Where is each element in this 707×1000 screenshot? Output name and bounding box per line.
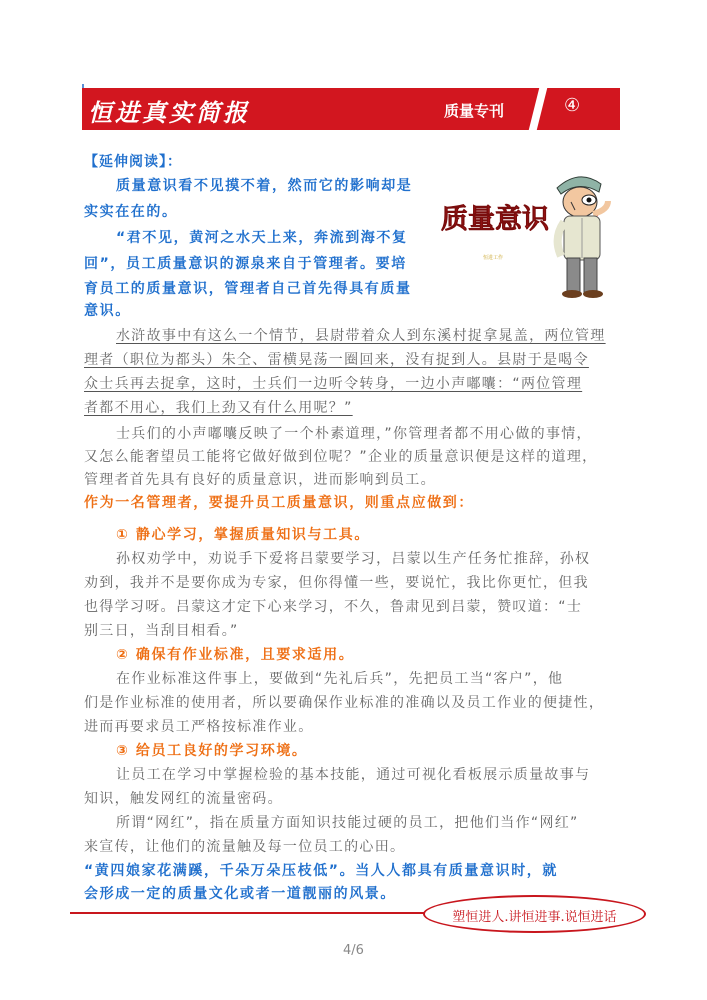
body-line-26: 让员工在学习中掌握检验的基本技能，通过可视化看板展示质量故事与 (116, 767, 591, 783)
extended-reading-heading: 【延伸阅读】： (84, 154, 182, 170)
body-line-3: 实实在在的。 (84, 204, 178, 220)
footer-divider (70, 912, 440, 914)
body-line-9: 理者（职位为都头）朱仝、雷横晃荡一圈回来，没有捉到人。县尉于是喝令 (84, 352, 589, 368)
body-line-13: 又怎么能奢望员工能将它做好做到位呢？”企业的质量意识便是这样的道理， (84, 449, 598, 465)
issue-number: ④ (564, 95, 581, 116)
point-2-heading: ② 确保有作业标准，且要求适用。 (116, 647, 355, 663)
body-line-4: “君不见，黄河之水天上来，奔流到海不复 (116, 230, 408, 246)
slogan-text: 塑恒进人.讲恒进事.说恒进话 (452, 910, 617, 925)
cartoon-man-icon (557, 177, 608, 298)
illustration-caption: 质量意识 (441, 204, 549, 235)
body-line-17: 孙权劝学中，劝说手下爱将吕蒙要学习，吕蒙以生产任务忙推辞，孙权 (116, 551, 591, 567)
body-line-22: 在作业标准这件事上，要做到“先礼后兵”，先把员工当“客户”，他 (116, 671, 564, 687)
body-line-12: 士兵们的小声嘟囔反映了一个朴素道理，”你管理者都不用心做的事情， (116, 426, 592, 442)
body-line-18: 劝到，我并不是要你成为专家，但你得懂一些，要说忙，我比你更忙，但我 (84, 575, 589, 591)
body-line-14: 管理者首先具有良好的质量意识，进而影响到员工。 (84, 472, 436, 488)
body-line-28: 所谓“网红”，指在质量方面知识技能过硬的员工，把他们当作“网红” (116, 815, 579, 831)
body-line-6: 育员工的质量意识，管理者自己首先得具有质量 (84, 281, 412, 297)
point-3-heading: ③ 给员工良好的学习环境。 (116, 743, 308, 759)
body-line-20: 别三日，当刮目相看。” (84, 623, 239, 639)
body-line-23: 们是作业标准的使用者，所以要确保作业标准的准确以及员工作业的便捷性， (84, 695, 605, 711)
cartoon-figure-image (433, 166, 618, 301)
banner-divider (527, 82, 548, 136)
page-number: 4/6 (343, 943, 364, 958)
header-banner (82, 88, 620, 130)
body-line-5: 回”，员工质量意识的源泉来自于管理者。要培 (84, 256, 407, 272)
body-line-19: 也得学习呀。吕蒙这才定下心来学习，不久，鲁肃见到吕蒙，赞叹道：“士 (84, 599, 583, 615)
body-line-7: 意识。 (84, 303, 131, 319)
illustration-small-text: 恒进工作 (483, 255, 504, 261)
newsletter-title: 恒进真实简报 (88, 98, 250, 127)
closing-line-1: “黄四娘家花满蹊，千朵万朵压枝低”。当人人都具有质量意识时，就 (84, 863, 559, 879)
quality-awareness-illustration (433, 166, 618, 301)
section-label: 质量专刊 (444, 102, 505, 120)
closing-line-2: 会形成一定的质量文化或者一道靓丽的风景。 (84, 886, 396, 902)
body-line-8: 水浒故事中有这么一个情节，县尉带着众人到东溪村捉拿晁盖，两位管理 (116, 328, 606, 344)
body-line-2: 质量意识看不见摸不着，然而它的影响却是 (116, 178, 413, 194)
slogan-badge (423, 895, 646, 933)
body-line-29: 来宣传，让他们的流量触及每一位员工的心田。 (84, 839, 406, 855)
body-line-24: 进而再要求员工严格按标准作业。 (84, 719, 314, 735)
body-line-11: 者都不用心，我们上劲又有什么用呢？” (84, 400, 353, 416)
body-line-27: 知识，触发网红的流量密码。 (84, 791, 283, 807)
point-1-heading: ① 静心学习，掌握质量知识与工具。 (116, 527, 370, 543)
body-line-10: 众士兵再去捉拿，这时，士兵们一边听令转身，一边小声嘟囔：“两位管理 (84, 376, 583, 392)
manager-heading: 作为一名管理者，要提升员工质量意识，则重点应做到： (84, 495, 474, 511)
body-line-1 (84, 152, 182, 172)
